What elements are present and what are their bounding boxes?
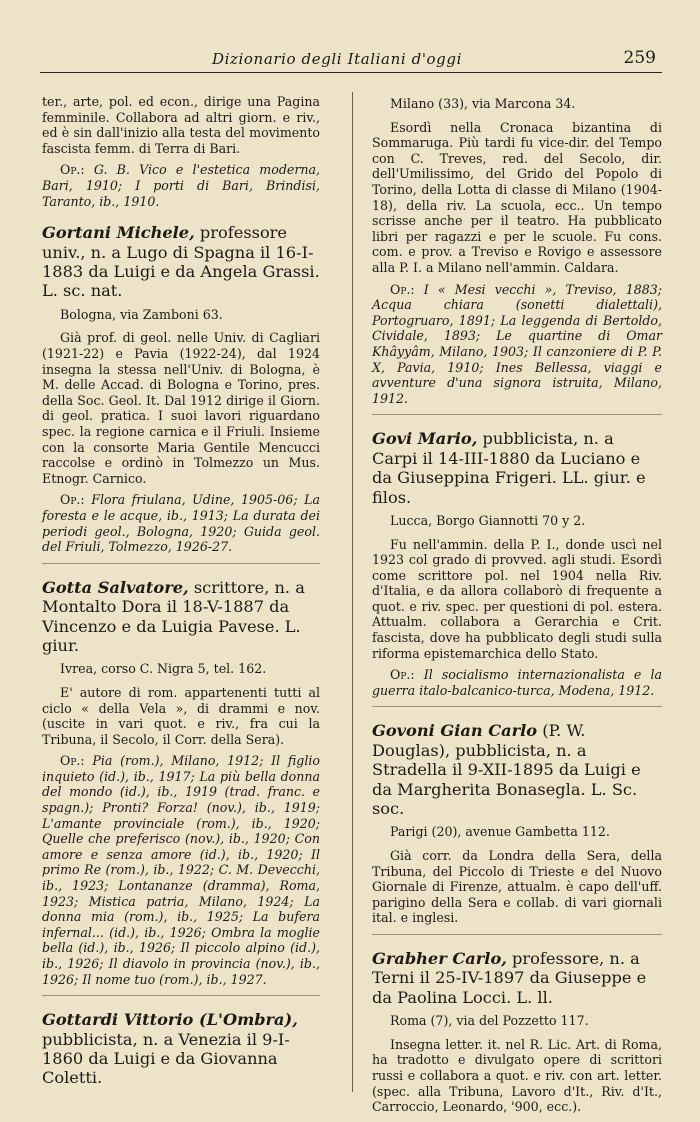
works-label: Op.:	[60, 753, 85, 769]
entry-continuation-works	[42, 162, 320, 209]
works-list: I « Mesi vecchi », Treviso, 1883; Acqua chiara (sonetti dialettali), Portogruaro, 1891; La leggenda di Bertoldo, Cividale, 1893; Le quartine di Omar Khâyyâm, Milano, 1903; Il canzoniere di P. P. X, Pavia, 1910; Ines Bellessa, viaggi e avventure d'una signora istruita, Milano, 1912.	[372, 281, 662, 406]
entry-bio: pubblicista, n. a Venezia il 9-I-1860 da Luigi e da Giovanna Coletti.	[42, 1029, 290, 1088]
works-label: Op.:	[390, 667, 415, 683]
column-divider	[352, 92, 353, 1092]
works-list: Flora friulana, Udine, 1905-06; La foresta e le acque, ib., 1913; La durata dei periodi geol., Bologna, 1920; Guida geol. del Friuli, Tolmezzo, 1926-27.	[42, 492, 320, 555]
entry-address: Ivrea, corso C. Nigra 5, tel. 162.	[60, 661, 267, 677]
entry-address: Milano (33), via Marcona 34.	[390, 96, 576, 111]
entry-heading-govi	[372, 429, 662, 507]
entry-heading-govoni	[372, 721, 662, 818]
entry-works	[372, 282, 662, 407]
works-list: G. B. Vico e l'estetica moderna, Bari, 1910; I porti di Bari, Brindisi, Taranto, ib., 1910.	[42, 162, 320, 209]
entry-name: Gortani Michele,	[42, 223, 195, 243]
entry-works	[42, 753, 320, 987]
works-label: Op.:	[390, 281, 415, 297]
entry-separator	[372, 934, 662, 935]
works-list: Il socialismo internazionalista e la guerra italo-balcanico-turca, Modena, 1912.	[372, 667, 662, 698]
works-list: Pia (rom.), Milano, 1912; Il figlio inquieto (id.), ib., 1917; La più bella donna del mondo (id.), ib., 1919 (trad. franc. e spagn.); Pronti? Forza! (nov.), ib., 1919; L'amante provinciale (rom.), ib., 1920; Quelle che preferisco (nov.), ib., 1920; Con amore e senza amore (id.), ib., 1920; Il primo Re (rom.), ib., 1922; C. M. Devecchi, ib., 1923; Lontananze (dramma), Roma, 1923; Mistica patria, Milano, 1924; La donna mia (rom.), ib., 1925; La bufera infernal... (id.), ib., 1926; Ombra la moglie bella (id.), ib., 1926; Il piccolo alpino (id.), ib., 1926; Il diavolo in provincia (nov.), ib., 1926; Il nome tuo (rom.), ib., 1927.	[42, 753, 321, 987]
entry-text: Fu nell'ammin. della P. I., donde uscì nel 1923 col grado di provved. agli studi. Esordì come scrittore pol. nel 1904 nella Riv. d'Italia, e da allora collaborò di frequente a quot. e riv. spec. per questioni di pol. estera. Attualm. collabora a Gerarchia e Crit. fascista, dove ha pubblicato degli studi sulla riforma epistemarchica dello Stato.	[372, 536, 662, 661]
entry-name: Gottardi Vittorio (L'Ombra),	[42, 1010, 298, 1030]
entry-continuation-text: ter., arte, pol. ed econ., dirige una Pagina femminile. Collabora ad altri giorn. e riv., ed è sin dall'inizio alla testa del movimento fascista femm. di Terra di Bari.	[42, 94, 320, 156]
entry-bio: pubblicista, n. a Carpi il 14-III-1880 da Luciano e da Giuseppina Frigeri. LL. giur. e filos.	[372, 429, 646, 507]
entry-text: Esordì nella Cronaca bizantina di Sommaruga. Più tardi fu vice-dir. del Tempo con C. Treves, red. del Secolo, dir. dell'Umilissimo, del Grido del Popolo di Torino, della Lotta di classe di Milano (1904-18), della riv. La scuola, ecc.. Un tempo scrisse anche per il teatro. Ha pubblicato libri per ragazzi e per le scuole. Fu cons. com. e prov. a Treviso e Rovigo e assessore alla P. I. a Milano nell'ammin. Caldara.	[372, 119, 662, 275]
entry-text: E' autore di rom. appartenenti tutti al ciclo « della Vela », di drammi e nov. (uscite in vari quot. e riv., fra cui la Tribuna, il Secolo, il Corr. della Sera).	[42, 684, 320, 747]
entry-bio: scrittore, n. a Montalto Dora il 18-V-1887 da Vincenzo e da Luigia Pavese. L. giur.	[42, 577, 305, 655]
entry-bio: (P. W. Douglas), pubblicista, n. a Stradella il 9-XII-1895 da Luigi e da Margherita Bonasegla. L. Sc. soc.	[372, 721, 641, 819]
entry-name: Govi Mario,	[372, 429, 478, 449]
entry-separator	[372, 414, 662, 415]
entry-address: Bologna, via Zamboni 63.	[60, 306, 223, 322]
entry-separator	[372, 706, 662, 707]
works-label: Op.:	[60, 492, 85, 508]
entry-heading-gortani	[42, 223, 320, 301]
entry-separator	[42, 563, 320, 564]
works-label: Op.:	[60, 162, 85, 178]
running-title: Dizionario degli Italiani d'oggi	[212, 50, 462, 68]
entry-text: Già corr. da Londra della Sera, della Tribuna, del Piccolo di Trieste e del Nuovo Giornale di Firenze, attualm. è capo dell'uff. parigino della Sera e collab. di vari giornali ital. e inglesi.	[372, 848, 662, 926]
left-column	[42, 94, 320, 1094]
entry-separator	[42, 995, 320, 996]
right-column	[372, 96, 662, 1121]
entry-name: Grabher Carlo,	[372, 949, 507, 969]
entry-name: Govoni Gian Carlo	[372, 721, 538, 741]
entry-address: Lucca, Borgo Giannotti 70 y 2.	[390, 512, 586, 528]
entry-works	[372, 667, 662, 698]
entry-name: Gotta Salvatore,	[42, 577, 189, 597]
entry-bio: professore univ., n. a Lugo di Spagna il 16-I-1883 da Luigi e da Angela Grassi. L. sc. nat.	[42, 223, 320, 301]
entry-address: Roma (7), via del Pozzetto 117.	[390, 1013, 589, 1029]
entry-heading-grabher	[372, 949, 662, 1007]
entry-heading-gottardi	[42, 1010, 320, 1088]
entry-heading-gotta	[42, 578, 320, 656]
entry-text: Insegna letter. it. nel R. Lic. Art. di Roma, ha tradotto e divulgato opere di scrittori russi e collabora a quot. e riv. con art. letter. (spec. alla Tribuna, Lavoro d'It., Riv. d'It., Carroccio, Leonardo, '900, ecc.).	[372, 1036, 662, 1115]
running-header	[40, 44, 662, 73]
page-number: 259	[623, 48, 656, 68]
entry-bio: professore, n. a Terni il 25-IV-1897 da Giuseppe e da Paolina Locci. L. ll.	[372, 949, 647, 1007]
entry-address: Parigi (20), avenue Gambetta 112.	[390, 824, 610, 840]
entry-text: Già prof. di geol. nelle Univ. di Cagliari (1921-22) e Pavia (1922-24), dal 1924 insegna la stessa nell'Univ. di Bologna, è M. delle Accad. di Bologna e Torino, pres. della Soc. Geol. It. Dal 1912 dirige il Giorn. di geol. pratica. I suoi lavori riguardano spec. la regione carnica e il Friuli. Insieme con la consorte Maria Gentile Mencucci raccolse e ordinò in Tolmezzo un Mus. Etnogr. Carnico.	[42, 330, 320, 486]
entry-works	[42, 492, 320, 554]
